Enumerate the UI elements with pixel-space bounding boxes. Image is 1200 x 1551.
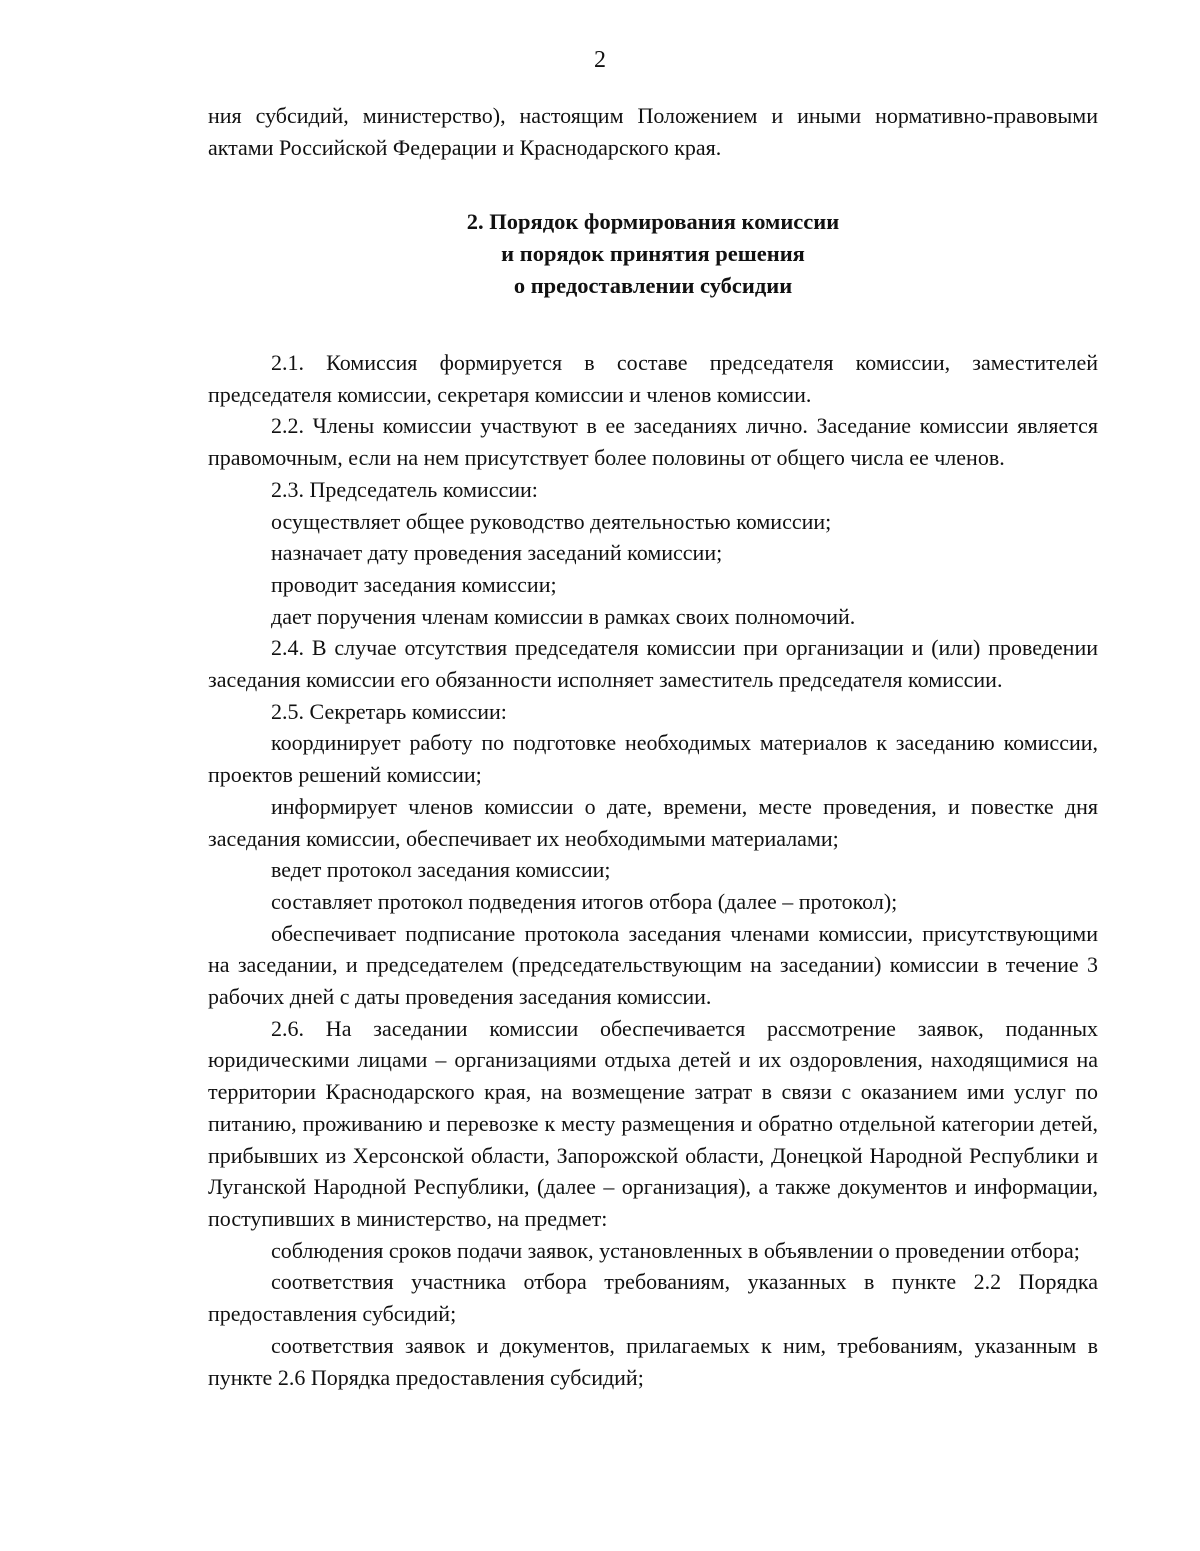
paragraph-2-3: 2.3. Председатель комиссии: — [271, 476, 538, 502]
paragraph-item: ведет протокол заседания комиссии; — [271, 857, 611, 883]
paragraph-item: информирует членов комиссии о дате, времени, месте проведения, и повестке дня заседания комиссии, обеспечивает их необходимыми материалами; — [208, 793, 1098, 851]
paragraph-2-5: 2.5. Секретарь комиссии: — [271, 698, 507, 724]
paragraph-item: проводит заседания комиссии; — [271, 571, 557, 597]
paragraph-item: дает поручения членам комиссии в рамках своих полномочий. — [271, 603, 856, 629]
section-paragraphs — [208, 347, 1098, 1393]
paragraph-item: составляет протокол подведения итогов отбора (далее – протокол); — [271, 888, 898, 914]
paragraph-2-1: 2.1. Комиссия формируется в составе председателя комиссии, заместителей председателя комиссии, секретаря комиссии и членов комиссии. — [208, 350, 1098, 407]
paragraph-2-4: 2.4. В случае отсутствия председателя комиссии при организации и (или) проведении заседания комиссии его обязанности исполняет заместитель председателя комиссии. — [208, 635, 1098, 693]
page-number: 2 — [594, 47, 606, 73]
section-heading-line: 2. Порядок формирования комиссии — [466, 209, 840, 234]
paragraph-item: назначает дату проведения заседаний комиссии; — [271, 540, 723, 566]
intro-paragraph: ния субсидий, министерство), настоящим Положением и иными нормативно-правовыми актами Российской Федерации и Краснодарского края. — [208, 103, 1098, 160]
section-heading-line: и порядок принятия решения — [501, 241, 805, 266]
document-body — [208, 100, 1098, 1393]
paragraph-item: координирует работу по подготовке необходимых материалов к заседанию комиссии, проектов решений комиссии; — [208, 730, 1098, 788]
paragraph-item: соответствия участника отбора требованиям, указанных в пункте 2.2 Порядка предоставления субсидий; — [208, 1269, 1098, 1327]
paragraph-item: соблюдения сроков подачи заявок, установленных в объявлении о проведении отбора; — [271, 1237, 1080, 1263]
paragraph-item: осуществляет общее руководство деятельностью комиссии; — [271, 508, 832, 534]
paragraph-item: соответствия заявок и документов, прилагаемых к ним, требованиям, указанным в пункте 2.6 Порядка предоставления субсидий; — [208, 1332, 1098, 1390]
section-heading-line: о предоставлении субсидии — [513, 273, 793, 298]
paragraph-item: обеспечивает подписание протокола заседания членами комиссии, присутствующими на заседании, и председателем (председательствующим на заседании) комиссии в течение 3 рабочих дней с даты проведения заседания комиссии. — [208, 920, 1098, 1010]
section-heading — [208, 206, 1098, 302]
paragraph-2-2: 2.2. Члены комиссии участвуют в ее заседаниях лично. Заседание комиссии является правомочным, если на нем присутствует более половины от общего числа ее членов. — [208, 413, 1098, 471]
paragraph-2-6: 2.6. На заседании комиссии обеспечивается рассмотрение заявок, поданных юридическими лицами – организациями отдыха детей и их оздоровления, находящимися на территории Краснодарского края, на возмещение затрат в связи с оказанием ими услуг по питанию, проживанию и перевозке к месту размещения и обратно отдельной категории детей, прибывших из Херсонской области, Запорожской области, Донецкой Народной Республики и Луганской Народной Республики, (далее – организация), а также документов и информации, поступивших в министерство, на предмет: — [208, 1015, 1098, 1231]
